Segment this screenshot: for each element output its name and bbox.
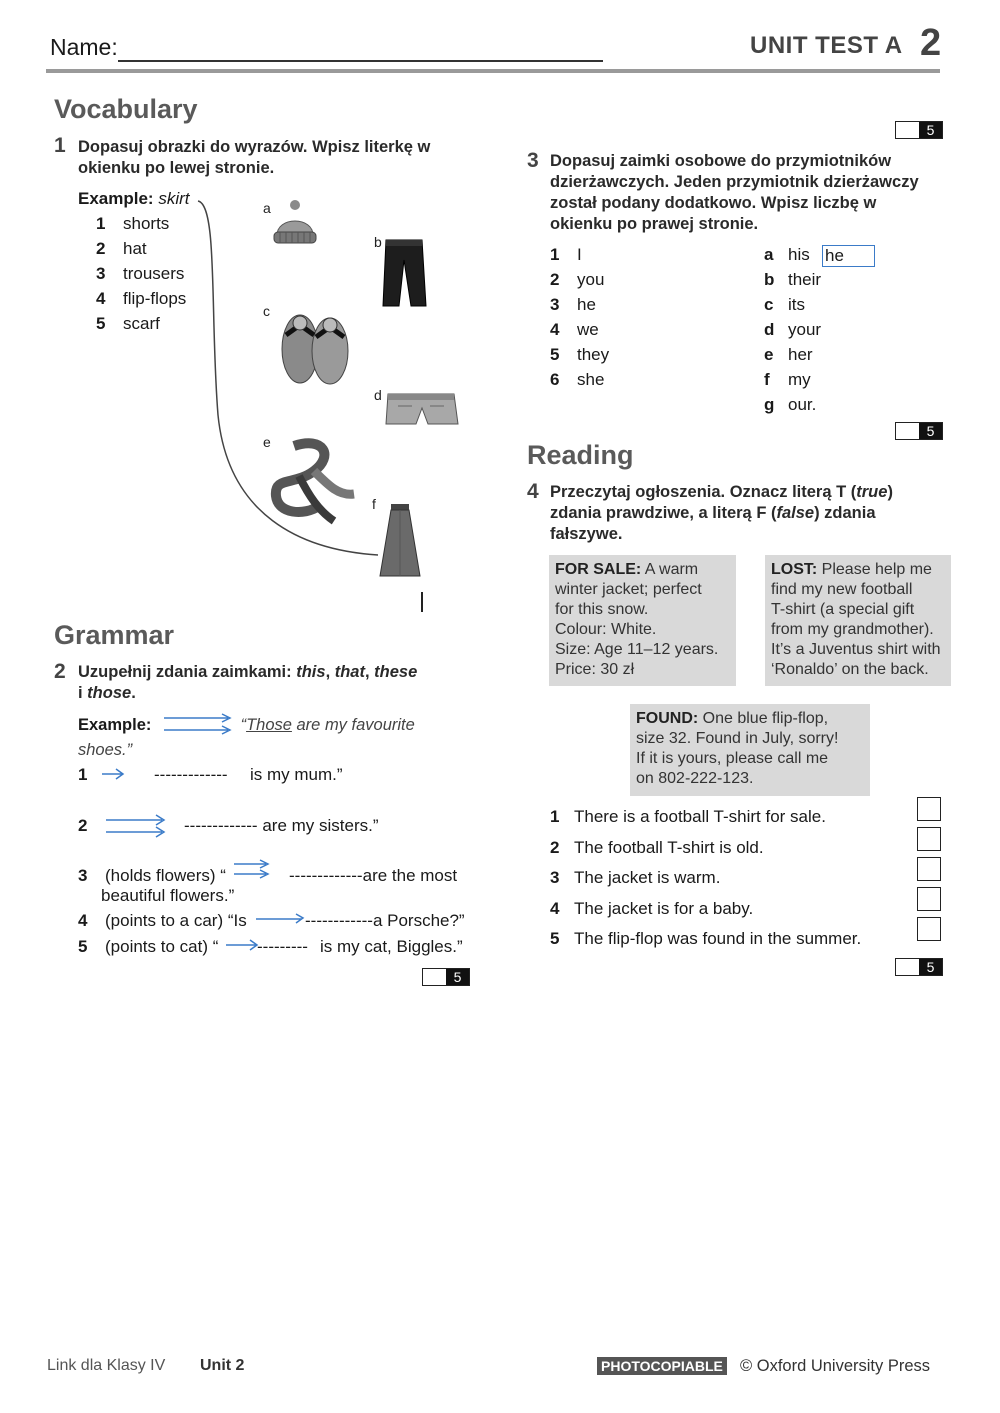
vocab-item: 5 scarf (96, 314, 160, 333)
text-cursor (421, 592, 423, 612)
list-item: g our. (764, 395, 817, 414)
task-1-instruction: Dopasuj obrazki do wyrazów. Wpisz literkę w okienku po lewej stronie. (78, 138, 431, 177)
unit-number: 2 (920, 22, 942, 64)
picture-label-c: c (263, 303, 270, 319)
task-2-instruction: Uzupełnij zdania zaimkami: this, that, these i those. (78, 663, 418, 702)
list-item: 4 The jacket is for a baby. (550, 898, 754, 918)
scarf-picture (264, 436, 360, 526)
vocab-word-list (96, 211, 186, 336)
picture-label-e: e (263, 434, 271, 450)
possessives-score-box: 5 (895, 422, 943, 440)
footer-publisher: © Oxford University Press (740, 1357, 931, 1375)
possessive-list (764, 242, 821, 417)
grammar-score-box: 5 (422, 968, 470, 986)
grammar-answer-1[interactable]: ------------- (154, 765, 228, 784)
picture-label-a: a (263, 200, 271, 216)
statement-list (550, 802, 861, 955)
grammar-item-1-text: is my mum.” (250, 765, 343, 784)
grammar-item-1: 1 (78, 765, 88, 784)
grammar-item-5-text: is my cat, Biggles.” (320, 937, 463, 956)
flip-flops-picture (276, 305, 356, 387)
answer-input-a[interactable]: he (822, 245, 875, 267)
tf-answer-box-1[interactable] (917, 797, 941, 821)
hat-picture (270, 198, 320, 248)
list-item: c its (764, 295, 805, 314)
list-item: 3 he (550, 295, 596, 314)
trousers-picture (380, 238, 430, 310)
shorts-picture (384, 390, 460, 432)
reading-score-box: 5 (895, 958, 943, 976)
grammar-answer-5[interactable]: --------- (257, 937, 308, 956)
item-1-arrow-icon (100, 766, 126, 782)
name-field[interactable] (118, 60, 603, 62)
vocab-item: 1 shorts (96, 214, 170, 233)
task-3-number: 3 (527, 149, 539, 172)
ad-for-sale: FOR SALE: A warm winter jacket; perfect for this snow. Colour: White. Size: Age 11–12 years. Price: 30 zł (549, 555, 736, 686)
list-item: 4 we (550, 320, 599, 339)
vocab-item: 2 hat (96, 239, 147, 258)
list-item: e her (764, 345, 813, 364)
grammar-heading: Grammar (54, 620, 175, 650)
vocab-item: 4 flip-flops (96, 289, 187, 308)
list-item: b their (764, 270, 822, 289)
list-item: d your (764, 320, 822, 339)
task-4-number: 4 (527, 480, 539, 503)
picture-label-d: d (374, 387, 382, 403)
header-divider (46, 69, 940, 73)
grammar-answer-4[interactable]: ------------a Porsche?” (305, 911, 465, 930)
task-2-number: 2 (54, 660, 66, 683)
tf-answer-box-2[interactable] (917, 827, 941, 851)
tf-answer-box-3[interactable] (917, 857, 941, 881)
footer-unit: Unit 2 (200, 1357, 245, 1374)
pronoun-list (550, 242, 609, 392)
example-arrow-icon (162, 712, 234, 738)
name-label: Name: (50, 34, 118, 60)
grammar-item-2: 2 (78, 816, 88, 835)
vocab-item: 3 trousers (96, 264, 185, 283)
list-item: 5 they (550, 345, 610, 364)
list-item: 1 There is a football T-shirt for sale. (550, 807, 826, 826)
reading-heading: Reading (527, 440, 634, 470)
grammar-answer-2[interactable]: ------------- are my sisters.” (184, 816, 379, 835)
list-item: 5 The flip-flop was found in the summer. (550, 929, 862, 948)
grammar-answer-3[interactable]: -------------are the most (289, 866, 458, 885)
list-item: 6 she (550, 370, 605, 389)
list-item: 3 The jacket is warm. (550, 868, 721, 887)
grammar-item-4: 4 (points to a car) “Is (78, 911, 247, 930)
grammar-item-3: 3 (holds flowers) “ (78, 866, 226, 885)
grammar-item-5: 5 (points to cat) “ (78, 937, 219, 956)
list-item: 2 you (550, 270, 605, 289)
list-item: 2 The football T-shirt is old. (550, 837, 764, 857)
picture-label-f: f (372, 496, 376, 512)
photocopiable-badge: PHOTOCOPIABLE (597, 1357, 727, 1375)
vocab-example: Example: skirt (78, 189, 190, 208)
list-item: 1 I (550, 245, 582, 264)
tf-answer-box-5[interactable] (917, 917, 941, 941)
task-3-instruction: Dopasuj zaimki osobowe do przymiotników dzierżawczych. Jeden przymiotnik dzierżawczy został podany dodatkowo. Wpisz liczbę w okienku po prawej stronie. (550, 152, 919, 233)
task-1-number: 1 (54, 134, 66, 157)
vocabulary-heading: Vocabulary (54, 94, 198, 124)
task-4-instruction: Przeczytaj ogłoszenia. Oznacz literą T (true) zdania prawdziwe, a literą F (false) zdania fałszywe. (550, 483, 893, 543)
item-5-arrow-icon (224, 937, 260, 953)
footer-book-title: Link dla Klasy IV (47, 1357, 166, 1374)
vocabulary-score-box: 5 (895, 121, 943, 139)
list-item: a his (764, 245, 810, 264)
grammar-example: Example: “Those are my favourite shoes.” (78, 716, 415, 759)
tf-answer-box-4[interactable] (917, 887, 941, 911)
picture-label-b: b (374, 234, 382, 250)
ad-lost: LOST: Please help me find my new football T-shirt (a special gift from my grandmother). It’s a Juventus shirt with ‘Ronaldo’ on the back. (765, 555, 951, 686)
ad-found: FOUND: One blue flip-flop, size 32. Found in July, sorry! If it is yours, please call me on 802-222-123. (630, 704, 870, 796)
unit-title: UNIT TEST A (750, 32, 903, 59)
item-4-arrow-icon (254, 910, 306, 926)
skirt-picture (378, 502, 422, 580)
item-2-arrow-icon (104, 812, 168, 840)
grammar-item-3-line2: beautiful flowers.” (101, 886, 235, 905)
list-item: f my (764, 370, 811, 389)
item-3-arrow-icon (232, 858, 272, 884)
